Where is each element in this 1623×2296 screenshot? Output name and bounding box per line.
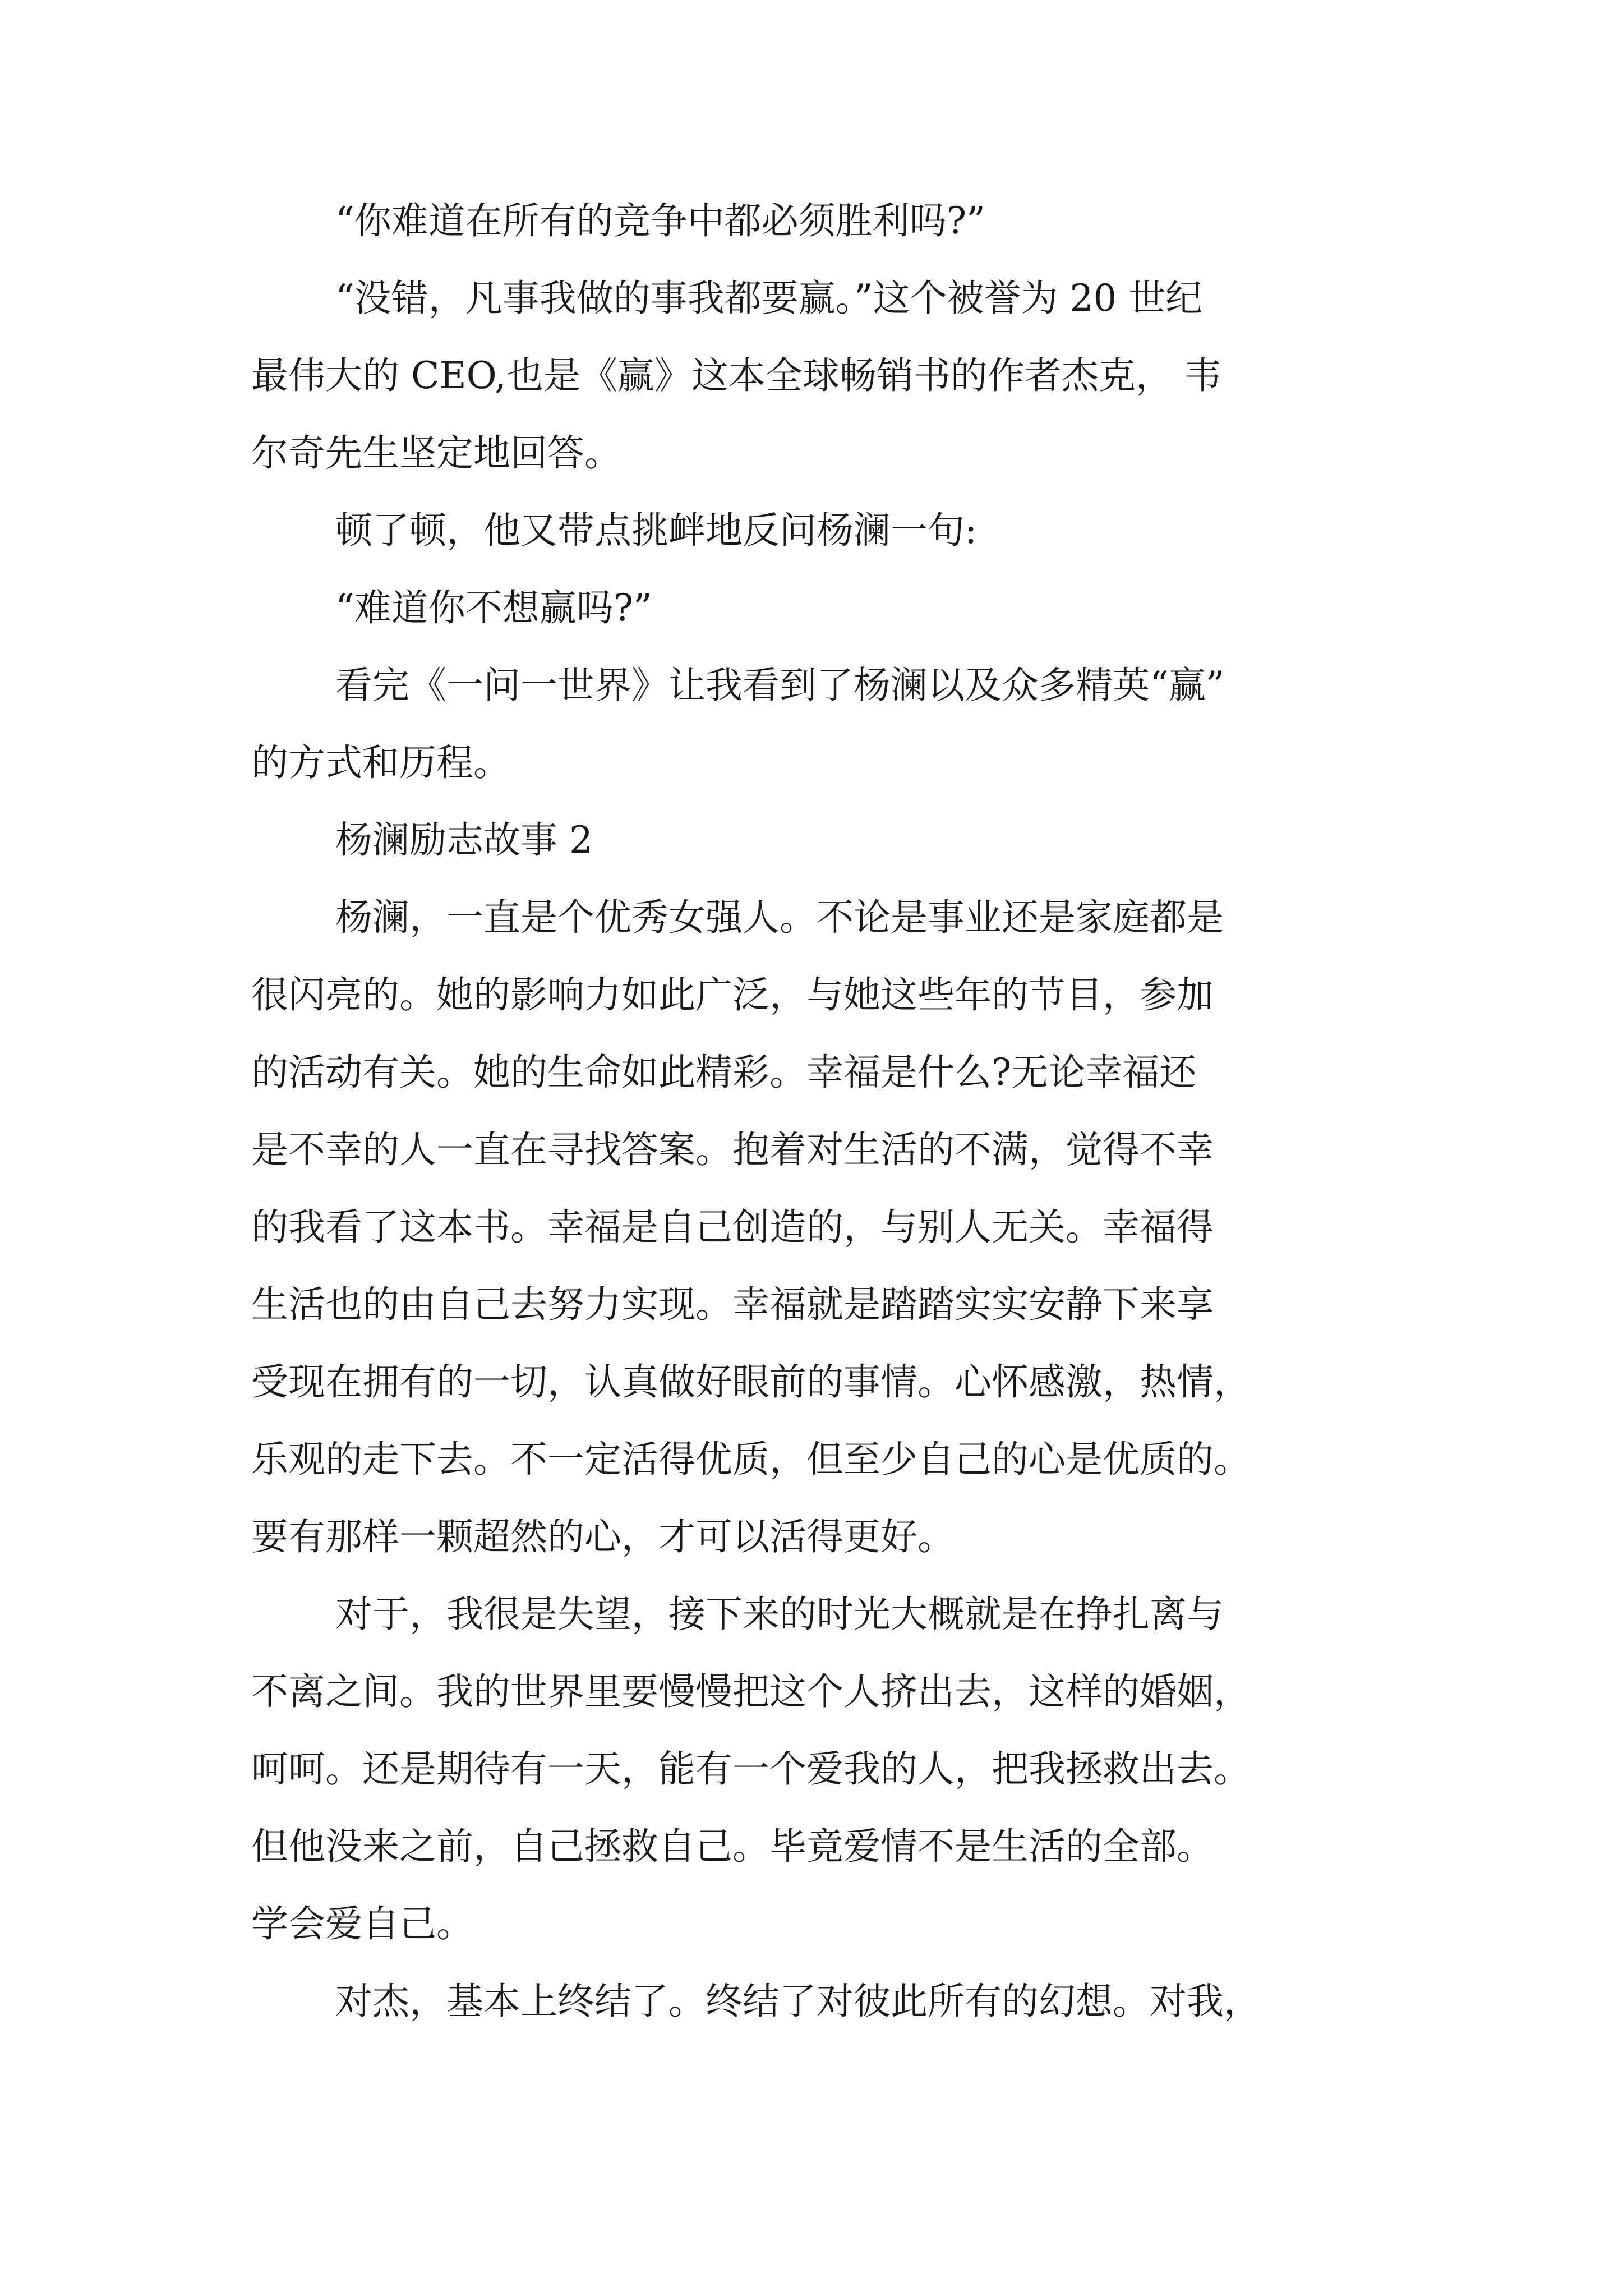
text-line: 生活也的由自己去努力实现。幸福就是踏踏实实安静下来享 — [251, 1283, 1214, 1326]
text-line: 最伟大的 CEO,也是《赢》这本全球畅销书的作者杰克， 韦 — [251, 354, 1221, 397]
text-line: “没错，凡事我做的事我都要赢。”这个被誉为 20 世纪 — [335, 277, 1203, 320]
section-heading: 杨澜励志故事 2 — [335, 818, 593, 862]
text-line: 乐观的走下去。不一定活得优质，但至少自己的心是优质的。 — [251, 1438, 1251, 1481]
text-line: 呵呵。还是期待有一天，能有一个爱我的人，把我拯救出去。 — [251, 1747, 1251, 1791]
text-line: 但他没来之前，自己拯救自己。毕竟爱情不是生活的全部。 — [251, 1825, 1214, 1868]
text-line: 的活动有关。她的生命如此精彩。幸福是什么?无论幸福还 — [251, 1051, 1197, 1094]
text-line: 对于，我很是失望，接下来的时光大概就是在挣扎离与 — [335, 1593, 1224, 1636]
text-line: 不离之间。我的世界里要慢慢把这个人挤出去，这样的婚姻， — [251, 1670, 1251, 1713]
text-line: 的方式和历程。 — [251, 741, 510, 784]
text-line: “你难道在所有的竞争中都必须胜利吗?” — [335, 199, 985, 242]
text-line: 尔奇先生坚定地回答。 — [251, 431, 621, 475]
text-line: 要有那样一颗超然的心，才可以活得更好。 — [251, 1515, 955, 1558]
text-line: 学会爱自己。 — [251, 1902, 473, 1945]
text-line: 杨澜，一直是个优秀女强人。不论是事业还是家庭都是 — [335, 896, 1224, 939]
text-line: 很闪亮的。她的影响力如此广泛，与她这些年的节目，参加 — [251, 973, 1214, 1016]
text-line: 对杰，基本上终结了。终结了对彼此所有的幻想。对我， — [335, 1980, 1261, 2023]
text-line: 顿了顿，他又带点挑衅地反问杨澜一句: — [335, 509, 978, 552]
text-line: 受现在拥有的一切，认真做好眼前的事情。心怀感激，热情， — [251, 1360, 1251, 1404]
text-line: 看完《一问一世界》让我看到了杨澜以及众多精英“赢” — [335, 664, 1225, 707]
text-line: 的我看了这本书。幸福是自己创造的，与别人无关。幸福得 — [251, 1205, 1214, 1249]
text-line: 是不幸的人一直在寻找答案。抱着对生活的不满，觉得不幸 — [251, 1128, 1214, 1171]
text-line: “难道你不想赢吗?” — [335, 586, 652, 629]
